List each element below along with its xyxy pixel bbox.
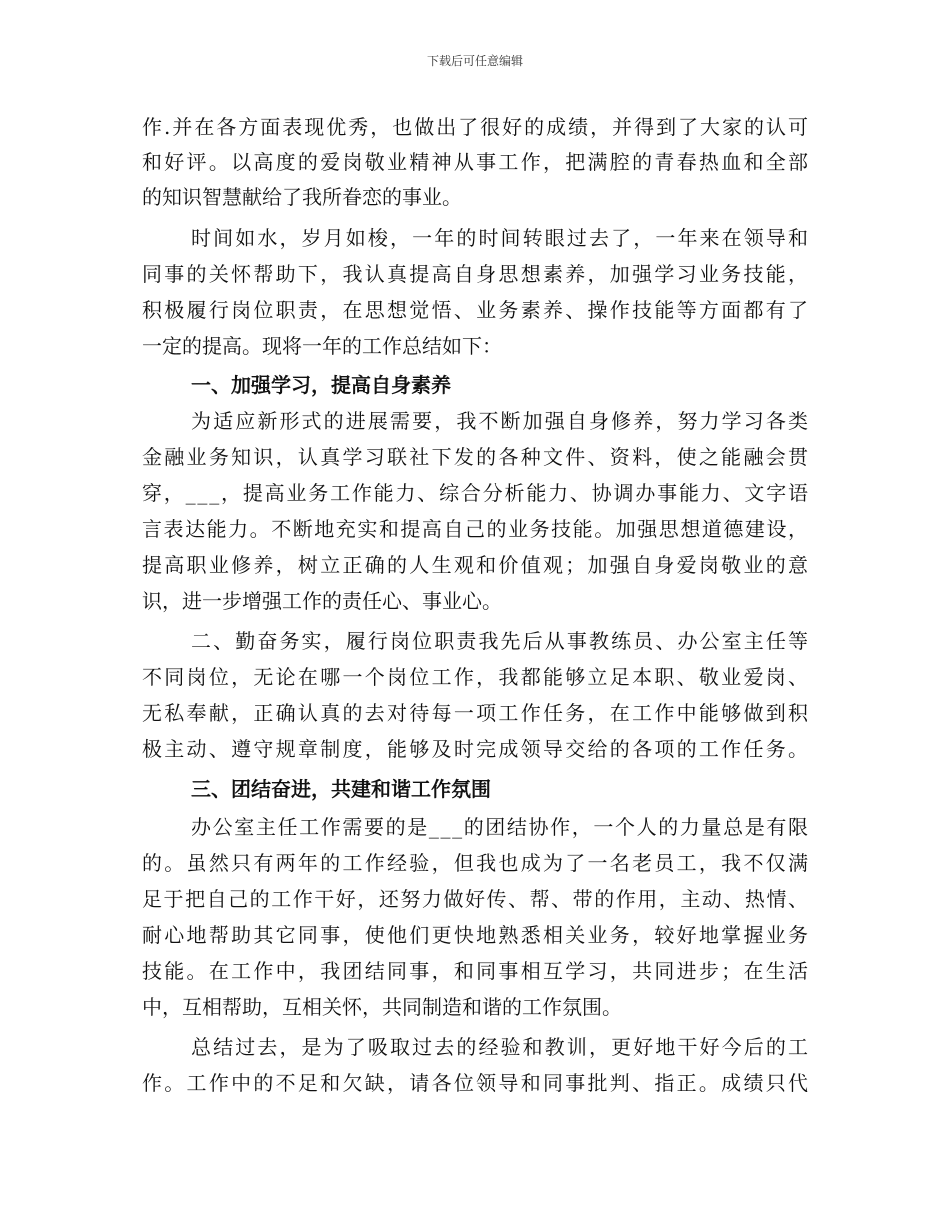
text-line-content: 为适应新形式的进展需要，我不断加强自身修养，努力学习各类: [191, 409, 811, 433]
text-line-content: 总结过去，是为了吸取过去的经验和教训，更好地干好今后的工: [191, 1035, 811, 1059]
text-line-content: 办公室主任工作需要的是___的团结协作，一个人的力量总是有限: [191, 815, 810, 839]
text-line-content: 时间如水，岁月如梭，一年的时间转眼过去了，一年来在领导和: [191, 226, 811, 250]
text-line: [0, 732, 950, 766]
text-line-content: 识，进一步增强工作的责任心、事业心。: [142, 589, 502, 613]
text-line: [0, 221, 950, 255]
text-line: [0, 440, 950, 474]
text-line: [0, 624, 950, 658]
text-line-content: 一、加强学习，提高自身素养: [191, 373, 451, 397]
text-line: [0, 512, 950, 546]
section-heading: [0, 772, 950, 806]
text-line: [0, 990, 950, 1024]
text-line-content: 极主动、遵守规章制度，能够及时完成领导交给的各项的工作任务。: [142, 737, 811, 761]
text-line: [0, 1030, 950, 1064]
text-line-content: 中，互相帮助，互相关怀，共同制造和谐的工作氛围。: [142, 995, 622, 1019]
text-line: [0, 329, 950, 363]
text-line-content: 的知识智慧献给了我所眷恋的事业。: [142, 185, 462, 209]
text-line: [0, 810, 950, 844]
text-line-content: 同事的关怀帮助下，我认真提高自身思想素养，加强学习业务技能，: [142, 262, 811, 286]
text-line-content: 言表达能力。不断地充实和提高自己的业务技能。加强思想道德建设，: [142, 517, 810, 541]
text-line-content: 技能。在工作中，我团结同事，和同事相互学习，共同进步；在生活: [142, 959, 811, 983]
text-line-content: 二、勤奋务实，履行岗位职责我先后从事教练员、办公室主任等: [191, 629, 811, 653]
text-line: [0, 110, 950, 144]
text-line-content: 的。虽然只有两年的工作经验，但我也成为了一名老员工，我不仅满: [142, 851, 811, 875]
text-line: [0, 954, 950, 988]
text-line-content: 穿，___，提高业务工作能力、综合分析能力、协调办事能力、文字语: [142, 481, 810, 505]
text-line-content: 三、团结奋进，共建和谐工作氛围: [191, 777, 491, 801]
text-line-content: 提高职业修养，树立正确的人生观和价值观；加强自身爱岗敬业的意: [142, 553, 811, 577]
text-line: [0, 180, 950, 214]
section-heading: [0, 368, 950, 402]
text-line: [0, 918, 950, 952]
text-line-content: 无私奉献，正确认真的去对待每一项工作任务，在工作中能够做到积: [142, 701, 811, 725]
page-header: 下载后可任意编辑: [426, 54, 523, 68]
text-line: [0, 1066, 950, 1100]
text-line-content: 积极履行岗位职责，在思想觉悟、业务素养、操作技能等方面都有了: [142, 298, 811, 322]
text-line: [0, 548, 950, 582]
text-line-content: 作.并在各方面表现优秀，也做出了很好的成绩，并得到了大家的认可: [142, 115, 810, 139]
text-line: [0, 696, 950, 730]
text-line: [0, 293, 950, 327]
text-line: [0, 257, 950, 291]
text-line: [0, 846, 950, 880]
text-line-content: 金融业务知识，认真学习联社下发的各种文件、资料，使之能融会贯: [142, 445, 811, 469]
text-line: [0, 404, 950, 438]
text-line-content: 耐心地帮助其它同事，使他们更快地熟悉相关业务，较好地掌握业务: [142, 923, 811, 947]
text-line-content: 作。工作中的不足和欠缺，请各位领导和同事批判、指正。成绩只代: [142, 1071, 811, 1095]
text-line: [0, 584, 950, 618]
text-line: [0, 476, 950, 510]
text-line-content: 不同岗位，无论在哪一个岗位工作，我都能够立足本职、敬业爱岗、: [142, 665, 811, 689]
text-line-content: 足于把自己的工作干好，还努力做好传、帮、带的作用，主动、热情、: [142, 887, 810, 911]
text-line: [0, 882, 950, 916]
text-line: [0, 660, 950, 694]
text-line: [0, 145, 950, 179]
text-line-content: 和好评。以高度的爱岗敬业精神从事工作，把满腔的青春热血和全部: [142, 150, 811, 174]
text-line-content: 一定的提高。现将一年的工作总结如下：: [142, 334, 502, 358]
